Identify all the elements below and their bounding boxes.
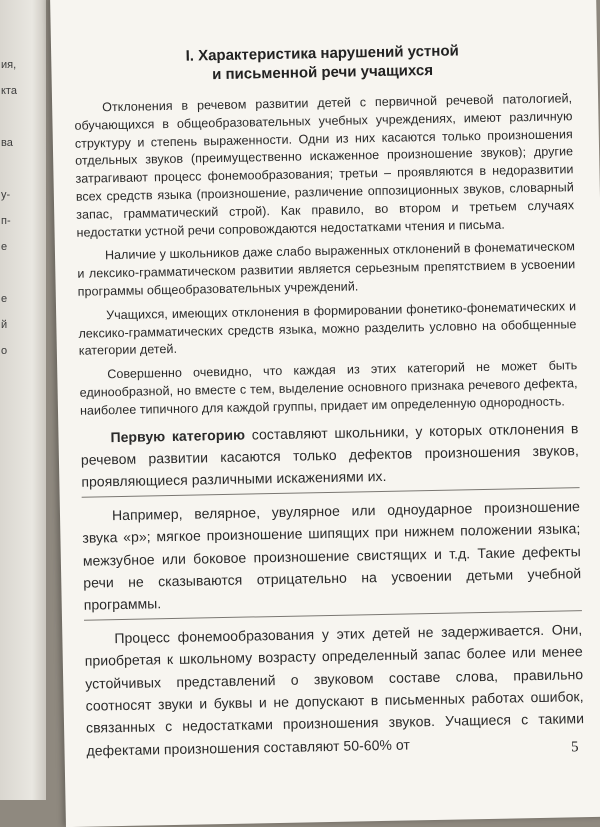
fragment-line: у- bbox=[1, 189, 11, 201]
document-page bbox=[50, 0, 600, 827]
paragraph-presence: Наличие у школьников даже слабо выраженных отклонений в фонематическом и лексико-грамматическом развитии является серьезным препятствием в усвоении программы общеобразовательных учреждений. bbox=[77, 239, 576, 299]
fragment-line: е bbox=[1, 241, 8, 253]
paragraph-intro: Отклонения в речевом развитии детей с первичной речевой патологией, обучающихся в общеобразовательных учебных учреждениях, имеют различную структуру и степень выраженности. Одни из них касаются только произношения отдельных звуков (преимущественно искаженное произношение звуков); другие затрагивают процесс фонемообразования; третьи – проявляются в недоразвитии всех средств языка (произношение, различение оппозиционных звуков, словарный запас, грамматический строй). Как правило, во втором и третьем случаях недостатки устной речи сопровождаются недостатками чтения и письма. bbox=[74, 91, 575, 240]
paragraph-example: Например, велярное, увулярное или одноударное произношение звука «р»; мягкое произношение шипящих при нижнем положении языка; межзубное или боковое произношение свистящих и т.д. Такие дефекты речи не сказываются отрицательно на усвоении детьми учебной программы. bbox=[82, 495, 582, 621]
fragment-line: й bbox=[1, 319, 8, 331]
adjacent-page bbox=[0, 0, 46, 800]
paragraph-uniformity: Совершенно очевидно, что каждая из этих категорий не может быть единообразной, но вместе с тем, выделение основного признака речевого дефекта, наиболее типичного для каждой группы, придает им определенную однородность. bbox=[79, 358, 578, 418]
paragraph-first-category bbox=[80, 417, 579, 498]
first-category-term: Первую категорию bbox=[110, 426, 246, 445]
first-category-text: составляют школьники, у которых отклонения в речевом развитии касаются только дефектов произношения звуков, проявляющиеся различными искажениями их. bbox=[80, 419, 579, 491]
page-number: 5 bbox=[570, 739, 579, 756]
adjacent-page-text bbox=[1, 58, 45, 370]
fragment-line: ия, bbox=[1, 59, 17, 71]
paragraph-process: Процесс фонемообразования у этих детей не задерживается. Они, приобретая к школьному возрасту определенный запас более или менее устойчивых представлений о звуковом составе слова, правильно соотносят звуки и буквы и не допускают в письменных работах ошибок, связанных с недостатками произношения звуков. Учащиеся с такими дефектами произношения составляют 50-60% от bbox=[84, 620, 585, 759]
fragment-line: п- bbox=[1, 215, 11, 227]
heading-line-1: I. Характеристика нарушений устной bbox=[185, 42, 459, 65]
section-heading bbox=[73, 39, 572, 87]
fragment-line: е bbox=[1, 293, 8, 305]
paragraph-categories: Учащихся, имеющих отклонения в формировании фонетико-фонематических и лексико-грамматических средств языка, можно разделить условно на обобщенные категории детей. bbox=[78, 298, 577, 359]
fragment-line bbox=[1, 266, 45, 292]
heading-line-2: и письменной речи учащихся bbox=[211, 61, 434, 84]
fragment-line bbox=[1, 162, 45, 188]
fragment-line: о bbox=[1, 345, 8, 357]
fragment-line: ва bbox=[1, 137, 13, 149]
fragment-line bbox=[1, 110, 45, 136]
fragment-line: кта bbox=[1, 85, 17, 97]
document-body bbox=[73, 39, 585, 769]
